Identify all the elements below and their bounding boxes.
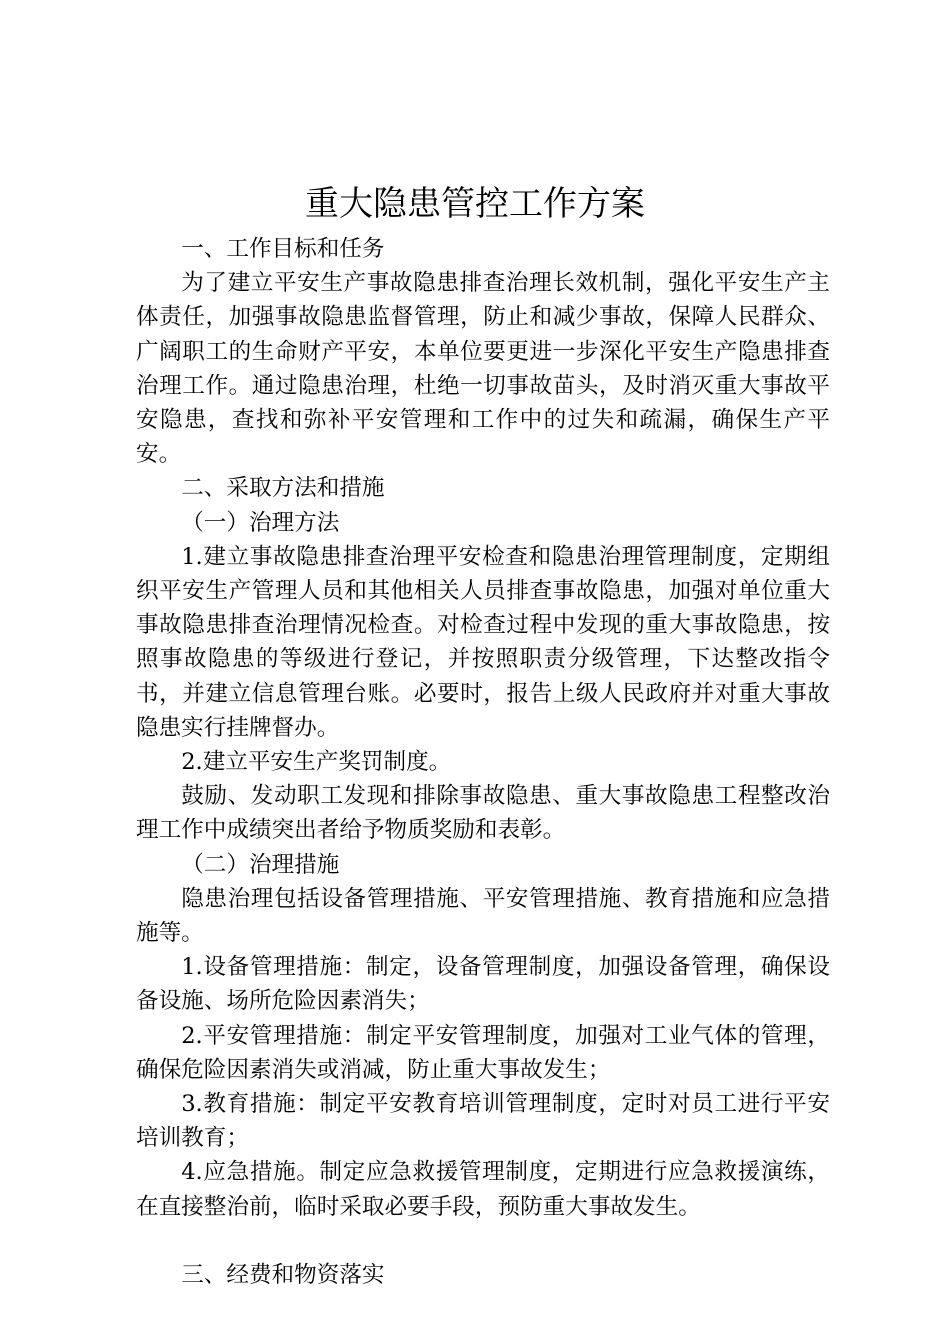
paragraph-measure-2: 2.平安管理措施：制定平安管理制度，加强对工业气体的管理，确保危险因素消失或消减，防止重大事故发生；: [136, 1022, 830, 1083]
paragraph-goal: 为了建立平安生产事故隐患排查治理长效机制，强化平安生产主体责任，加强事故隐患监督管理，防止和减少事故，保障人民群众、广阔职工的生命财产平安，本单位要更进一步深化平安生产隐患排查治理工作。通过隐患治理，杜绝一切事故苗头，及时消灭重大事故平安隐患，查找和弥补平安管理和工作中的过失和疏漏，确保生产平安。: [136, 270, 830, 468]
subsection-heading-1: （一）治理方法: [181, 509, 340, 536]
document-body: [136, 232, 830, 1292]
paragraph-measures-intro: 隐患治理包括设备管理措施、平安管理措施、教育措施和应急措施等。: [136, 885, 830, 947]
paragraph-method-1: 1.建立事故隐患排查治理平安检查和隐患治理管理制度，定期组织平安生产管理人员和其他相关人员排查事故隐患，加强对单位重大事故隐患排查治理情况检查。对检查过程中发现的重大事故隐患，按照事故隐患的等级进行登记，并按照职责分级管理，下达整改指令书，并建立信息管理台账。必要时，报告上级人民政府并对重大事故隐患实行挂牌督办。: [136, 543, 830, 741]
document-title: 重大隐患管控工作方案: [305, 184, 645, 224]
paragraph-reward: 鼓励、发动职工发现和排除事故隐患、重大事故隐患工程整改治理工作中成绩突出者给予物质奖励和表彰。: [136, 783, 830, 844]
subsection-heading-2: （二）治理措施: [181, 851, 340, 878]
section-heading-2: 二、采取方法和措施: [181, 475, 385, 502]
paragraph-measure-4: 4.应急措施。制定应急救援管理制度，定期进行应急救援演练，在直接整治前，临时采取必要手段，预防重大事故发生。: [136, 1159, 830, 1220]
section-heading-3: 三、经费和物资落实: [181, 1262, 385, 1289]
paragraph-measure-1: 1.设备管理措施：制定，设备管理制度，加强设备管理，确保设备设施、场所危险因素消失；: [136, 954, 830, 1015]
paragraph-measure-3: 3.教育措施：制定平安教育培训管理制度，定时对员工进行平安培训教育；: [136, 1091, 830, 1152]
section-heading-1: 一、工作目标和任务: [181, 236, 385, 262]
paragraph-method-2: 2.建立平安生产奖罚制度。: [181, 749, 452, 776]
